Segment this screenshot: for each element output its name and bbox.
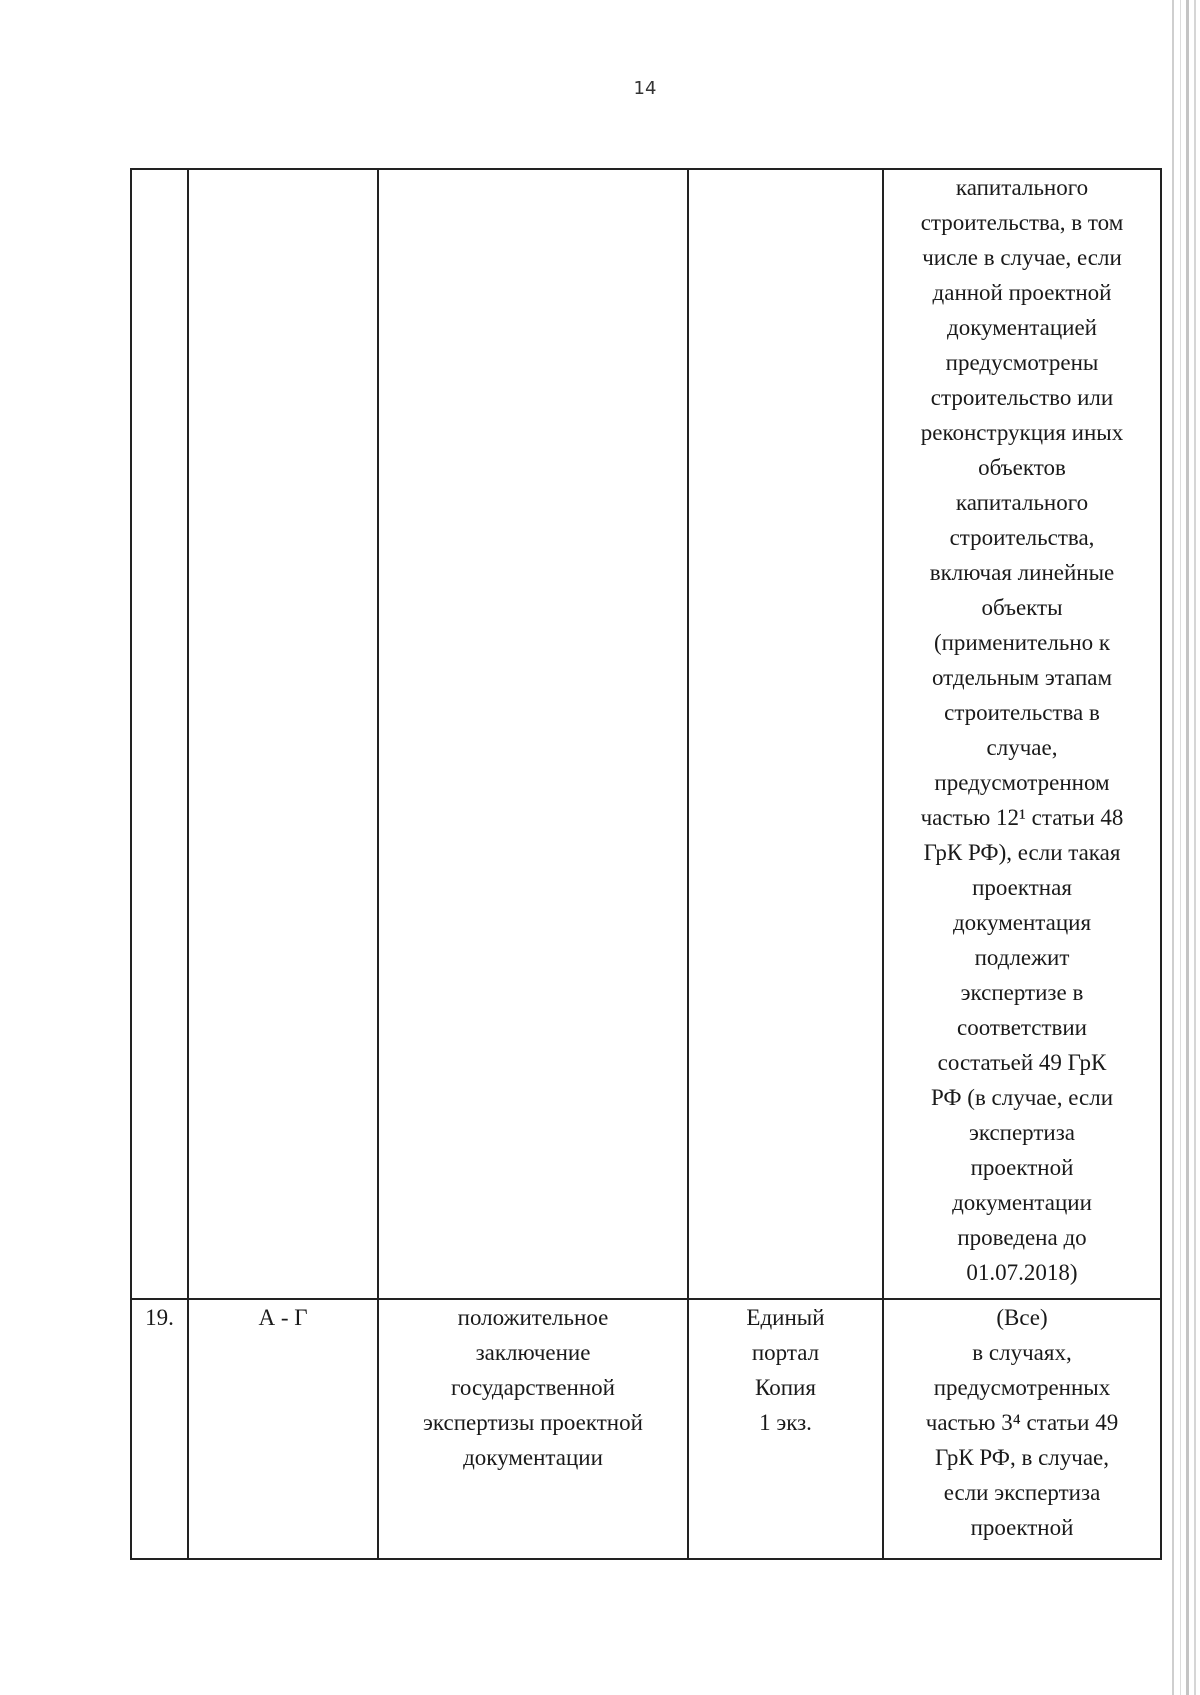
text-line: документацией [947,315,1097,340]
category-cell [188,169,378,1299]
source-text [695,1300,876,1440]
document-cell [378,1299,688,1559]
text-line: проектной [970,1155,1074,1180]
text-line: проведена до [957,1225,1087,1250]
text-line: Единый [746,1305,825,1330]
text-line: строительства, в том [920,210,1124,235]
text-line: документации [952,1190,1092,1215]
text-line: государственной [451,1375,615,1400]
requirements-table [130,168,1162,1560]
text-line: строительства, [949,525,1095,550]
text-line: если экспертиза [943,1480,1101,1505]
table-row [131,169,1161,1299]
text-line: ГрК РФ), если такая [923,840,1121,865]
scan-edge [1172,0,1174,1695]
text-line: предусмотренных [933,1375,1111,1400]
text-line: предусмотренном [934,770,1110,795]
text-line: капитального [955,490,1089,515]
text-line: экспертизе в [960,980,1084,1005]
condition-cell [883,169,1161,1299]
text-line: РФ (в случае, если [930,1085,1114,1110]
text-line: объектов [978,455,1066,480]
source-cell [688,169,883,1299]
text-line: частью 12¹ статьи 48 [920,805,1124,830]
text-line: проектная [972,875,1072,900]
text-line: капитального [955,175,1089,200]
text-line: реконструкция иных [920,420,1124,445]
document-cell [378,169,688,1299]
text-line: (применительно к [933,630,1111,655]
source-cell [688,1299,883,1559]
text-line: включая линейные [929,560,1115,585]
row-number-cell: 19. [131,1299,188,1559]
condition-cell [883,1299,1161,1559]
text-line: в случаях, [972,1340,1072,1365]
table-row [131,1299,1161,1559]
text-line: (Все) [996,1305,1048,1330]
text-line: состатьей 49 ГрК [937,1050,1107,1075]
text-line: положительное [457,1305,609,1330]
text-line: Копия [755,1375,816,1400]
text-line: экспертизы проектной [423,1410,643,1435]
text-line: экспертиза [968,1120,1076,1145]
condition-text [890,170,1154,1290]
scan-edge [1194,0,1196,1695]
text-line: отдельным этапам [931,665,1113,690]
text-line: проектной [970,1515,1074,1540]
text-line: 1 экз. [759,1410,812,1435]
page-number: 14 [633,78,657,99]
text-line: строительства в [944,700,1100,725]
text-line: документации [463,1445,603,1470]
text-line: числе в случае, если [922,245,1122,270]
condition-text [890,1300,1154,1545]
text-line: портал [751,1340,820,1365]
text-line: 01.07.2018) [966,1260,1078,1285]
scan-edge [1180,0,1181,1695]
text-line: подлежит [974,945,1070,970]
text-line: заключение [475,1340,591,1365]
text-line: соответствии [957,1015,1087,1040]
text-line: ГрК РФ, в случае, [934,1445,1110,1470]
document-text [385,1300,681,1475]
scan-edge [1186,0,1189,1695]
text-line: предусмотрены [945,350,1099,375]
text-line: данной проектной [932,280,1112,305]
text-line: объекты [981,595,1063,620]
text-line: частью 3⁴ статьи 49 [925,1410,1119,1435]
text-line: строительство или [930,385,1114,410]
text-line: случае, [986,735,1058,760]
text-line: документация [952,910,1092,935]
row-number-cell [131,169,188,1299]
category-cell: А - Г [188,1299,378,1559]
